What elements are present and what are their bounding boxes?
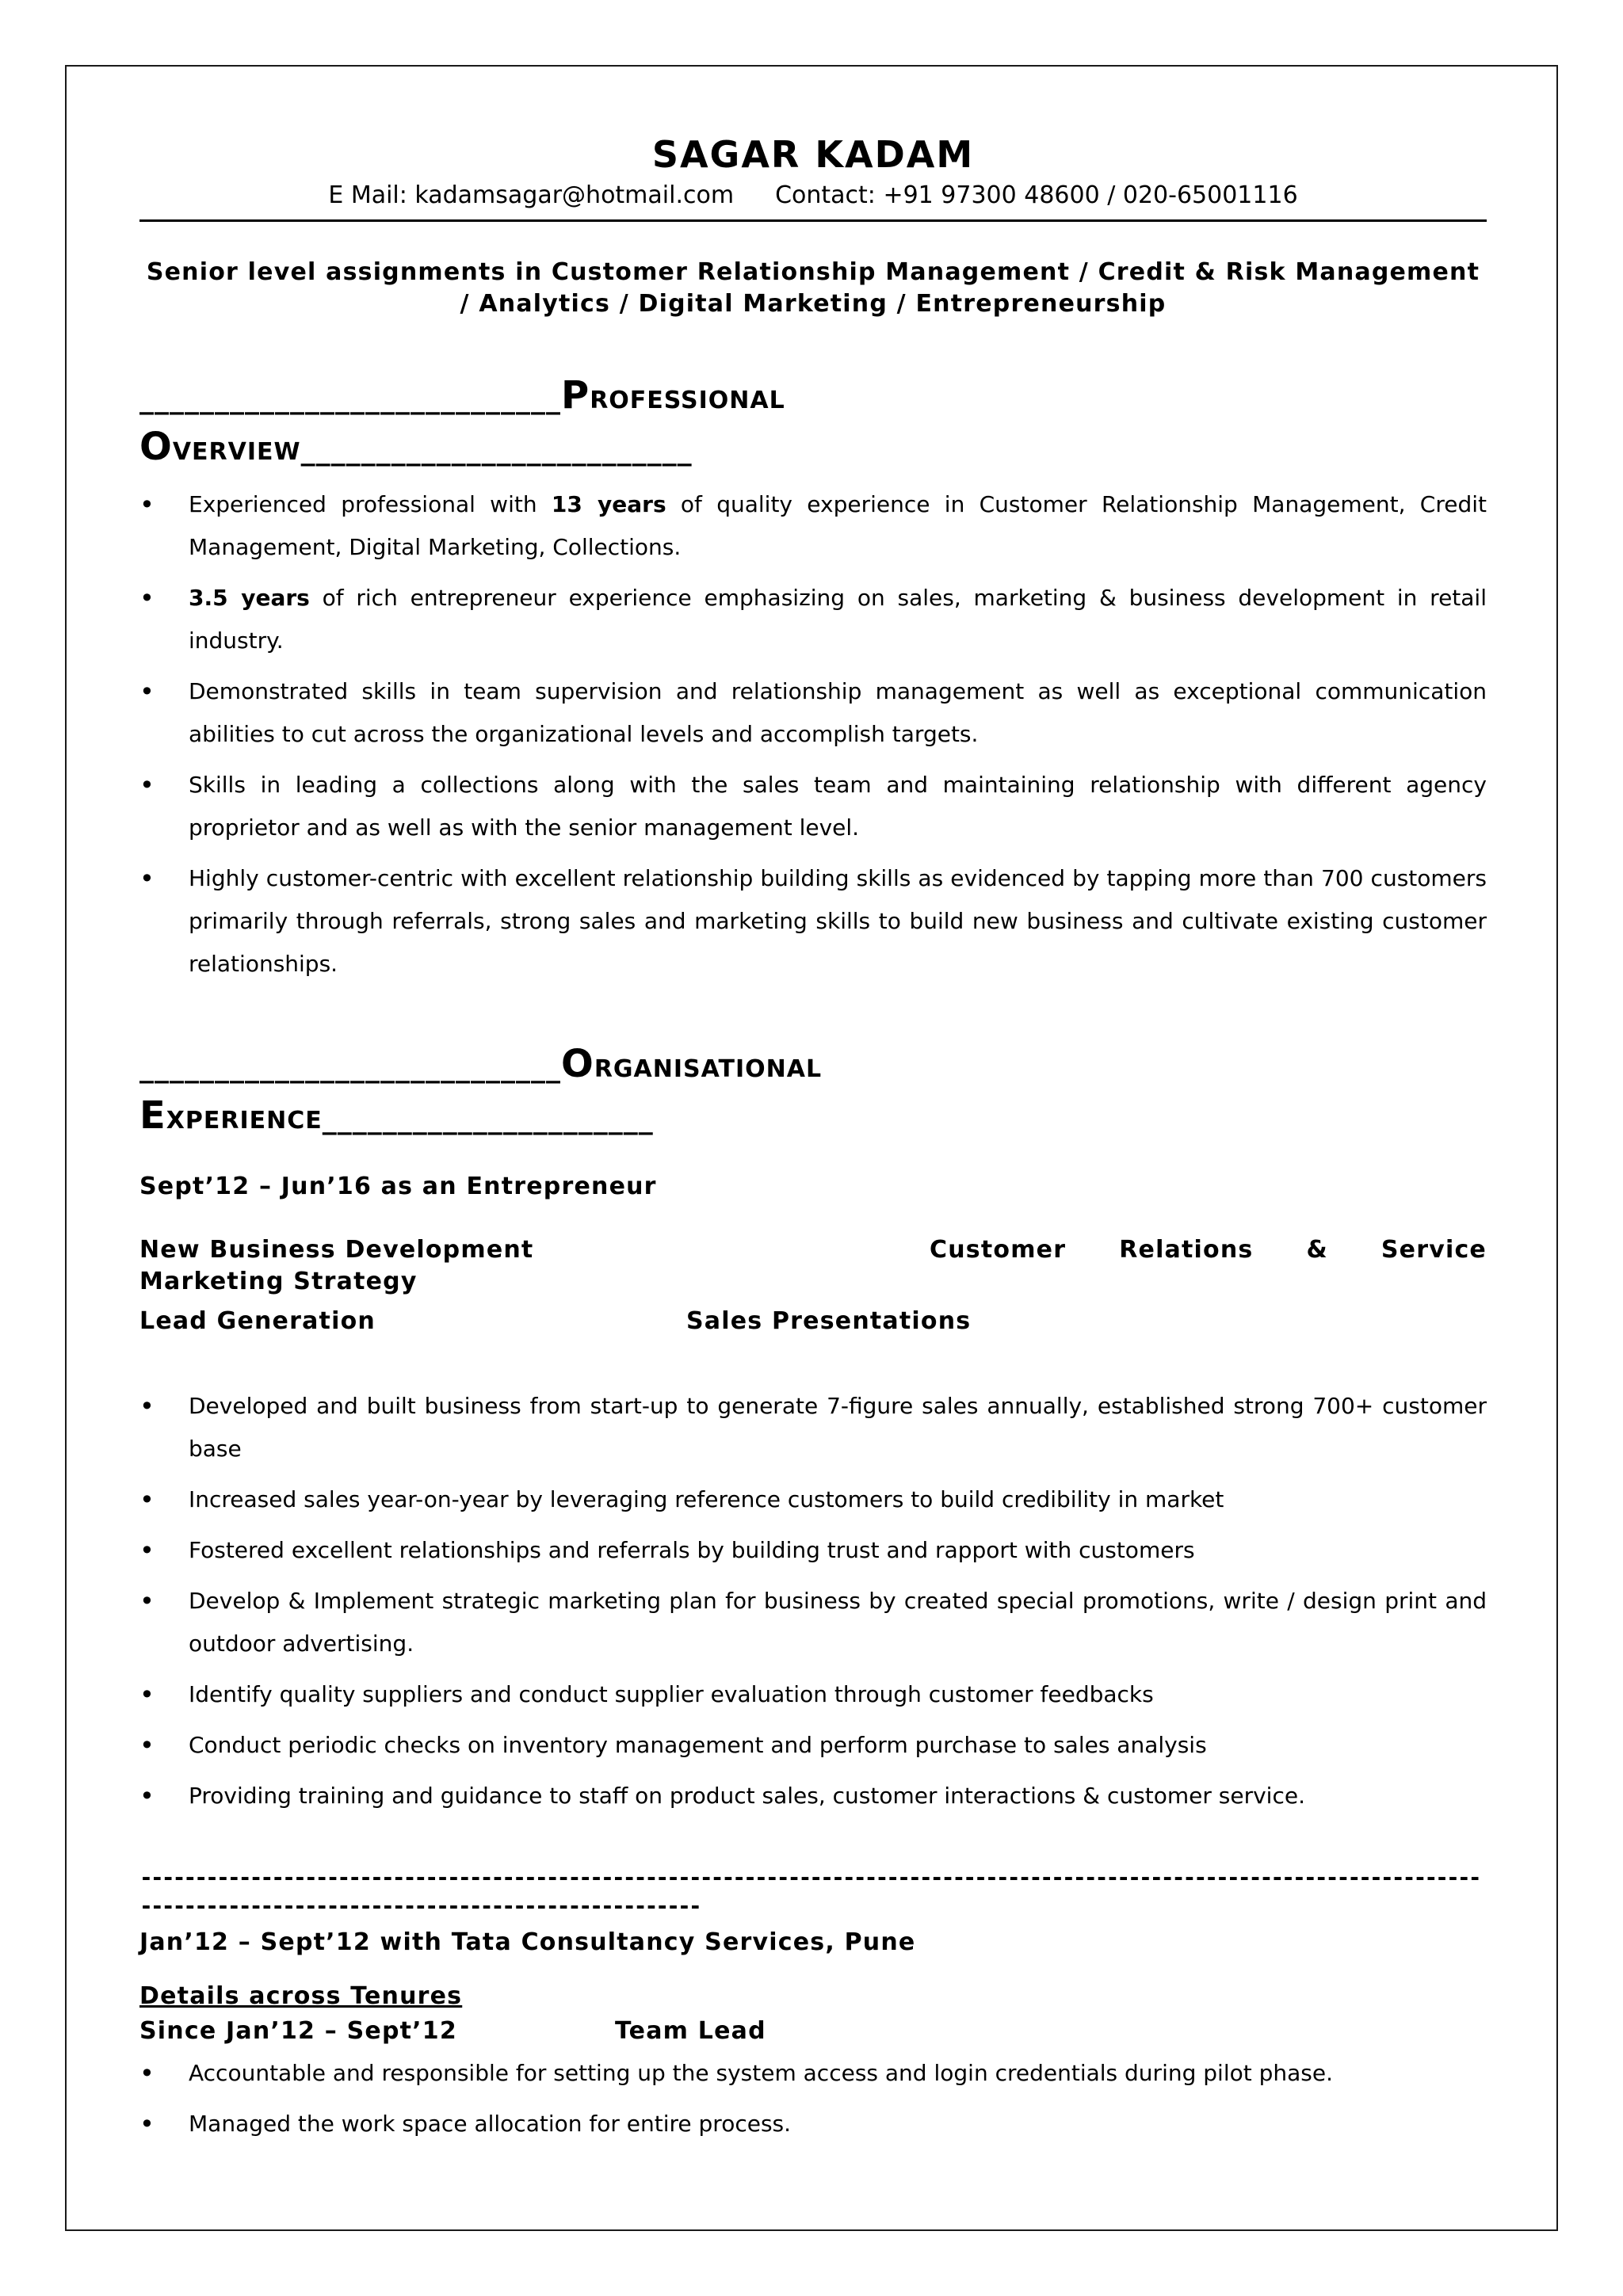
header-rule (139, 219, 1487, 222)
skill: Relations (1119, 1236, 1254, 1264)
tenure-title: Team Lead (615, 2017, 766, 2045)
list-item: • Fostered excellent relationships and referrals by building trust and rapport with customers (139, 1529, 1487, 1572)
list-item: • Accountable and responsible for setting up the system access and login credentials during pilot phase. (139, 2052, 1487, 2095)
skill: Sales Presentations (686, 1307, 972, 1335)
skill: Customer (930, 1236, 1067, 1264)
skill: New Business Development (139, 1236, 534, 1264)
list-item: • Highly customer-centric with excellent relationship building skills as evidenced by tapping more than 700 customers primarily through referrals, strong sales and marketing skills to build new business and cultivate existing customer relationships. (139, 857, 1487, 986)
skill: & (1306, 1236, 1328, 1264)
list-item: • 3.5 years of rich entrepreneur experience emphasizing on sales, marketing & business development in retail industry. (139, 577, 1487, 662)
list-item: • Developed and built business from start-up to generate 7-figure sales annually, established strong 700+ customer base (139, 1385, 1487, 1470)
details-heading: Details across Tenures (139, 1982, 463, 2010)
section-divider: ----------------------------------------------------------------------------------------------------------------------------------------------------------------------------- (139, 1864, 1480, 1919)
overview-list (139, 483, 1487, 986)
list-item: • Increased sales year-on-year by leveraging reference customers to build credibility in market (139, 1478, 1487, 1521)
list-item: • Demonstrated skills in team supervision and relationship management as well as exceptional communication abilities to cut across the organizational levels and accomplish targets. (139, 670, 1487, 756)
candidate-name: SAGAR KADAM (651, 133, 975, 176)
list-item: • Identify quality suppliers and conduct supplier evaluation through customer feedbacks (139, 1673, 1487, 1716)
list-item: • Skills in leading a collections along with the sales team and maintaining relationship with different agency proprietor and as well as with the senior management level. (139, 764, 1487, 849)
phone: Contact: +91 97300 48600 / 020-65001116 (775, 181, 1298, 209)
list-item: • Conduct periodic checks on inventory management and perform purchase to sales analysis (139, 1724, 1487, 1767)
skill: Service (1381, 1236, 1487, 1264)
section-heading-organisational-experience: ____________________________ORGANISATIONAL EXPERIENCE______________________ (139, 1042, 823, 1138)
section-heading-professional-overview: ____________________________PROFESSIONAL OVERVIEW__________________________ (139, 373, 785, 469)
contact-line (139, 178, 1487, 213)
skill: Lead Generation (139, 1307, 376, 1335)
list-item: • Providing training and guidance to staff on product sales, customer interactions & customer service. (139, 1775, 1487, 1817)
resume-document (139, 131, 1487, 2153)
list-item: • Managed the work space allocation for entire process. (139, 2103, 1487, 2145)
skills-block (139, 1234, 1487, 1337)
list-item: • Experienced professional with 13 years of quality experience in Customer Relationship Management, Credit Management, Digital Marketing, Collections. (139, 483, 1487, 569)
tenure-row (139, 2016, 1487, 2047)
headline: Senior level assignments in Customer Relationship Management / Credit & Risk Management / Analytics / Digital Marketing / Entrepreneurship (146, 258, 1480, 318)
entrepreneur-list (139, 1385, 1487, 1817)
tenure-period: Since Jan’12 – Sept’12 (139, 2017, 457, 2045)
role-entrepreneur: Sept’12 – Jun’16 as an Entrepreneur (139, 1173, 657, 1200)
skill: Marketing Strategy (139, 1268, 418, 1295)
role-tcs: Jan’12 – Sept’12 with Tata Consultancy Services, Pune (139, 1928, 916, 1956)
tcs-list (139, 2052, 1487, 2145)
list-item: • Develop & Implement strategic marketing plan for business by created special promotions, write / design print and outdoor advertising. (139, 1580, 1487, 1665)
email: E Mail: kadamsagar@hotmail.com (328, 181, 735, 209)
